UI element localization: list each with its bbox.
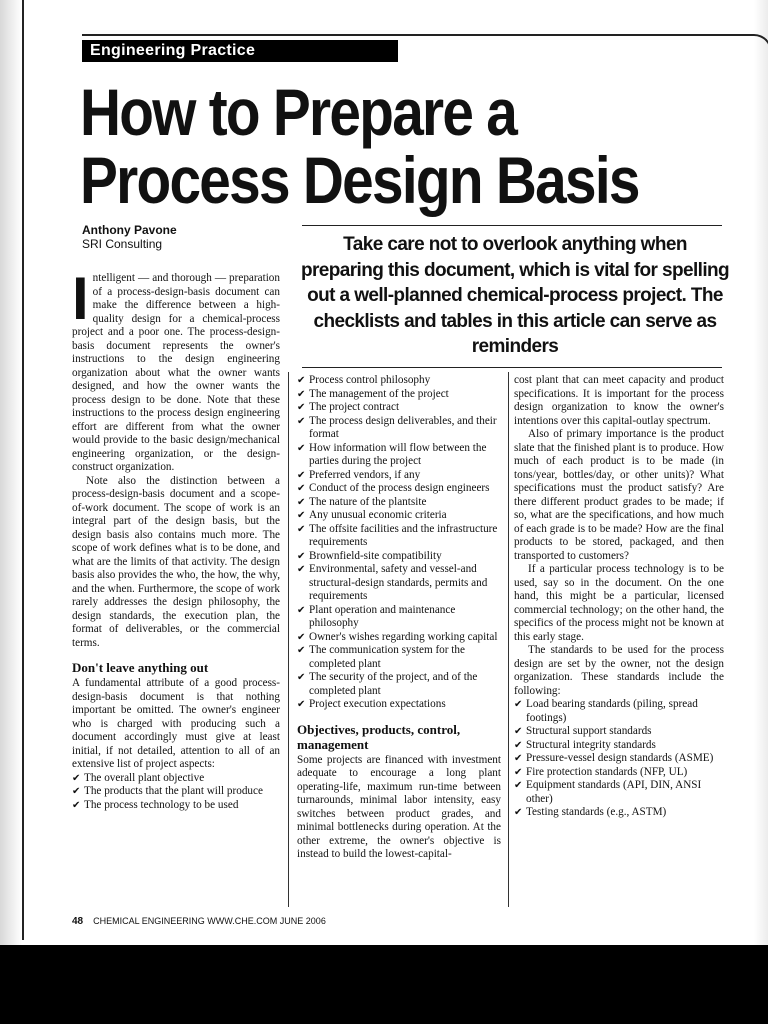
checklist-item: ✔ Testing standards (e.g., ASTM): [514, 806, 724, 820]
checklist-item: ✔ The management of the project: [297, 388, 501, 402]
column-1: [72, 265, 280, 812]
paragraph: A fundamental attribute of a good process-design-basis document is that nothing important be omitted. The owner's engineer who is charged with producing such a document accordingly must give at least initial, if not detailed, attention to all of an extensive list of project aspects:: [72, 677, 280, 770]
checklist-item: ✔ The products that the plant will produce: [72, 785, 280, 799]
checklist-item: ✔ The security of the project, and of the completed plant: [297, 671, 501, 698]
column-3: [514, 374, 724, 820]
footer-text: CHEMICAL ENGINEERING WWW.CHE.COM JUNE 2006: [93, 916, 326, 926]
checklist-item: ✔ How information will flow between the parties during the project: [297, 442, 501, 469]
title-line-1: How to Prepare a: [80, 75, 517, 149]
paragraph: The standards to be used for the process design are set by the owner, not the design organization. These standards include the following:: [514, 644, 724, 697]
checklist-item: ✔ The nature of the plantsite: [297, 496, 501, 510]
section-label: Engineering Practice: [82, 40, 398, 62]
page-number: 48: [72, 916, 84, 927]
intro-text: ntelligent — and thorough — preparation of a process-design-basis document can make the difference between a high-quality design for a chemical-process project and a poor one. The process-design-basis document represents the owner's instructions to the design engineering organization about what the owner wants designed, and how the owner wants the process design to be done. Note that these instructions to the process design engineering effort are different from what the owner would provide to the basic design/mechanical engineering organization, or the design-construct organization.: [72, 272, 280, 473]
paragraph: Also of primary importance is the product slate that the finished plant is to produce. How much of each product is to be made (in tons/year, bottles/day, or other units)? What specifications must the product satisfy? Are there different product grades to be made; if so, what are the specifications, and how much of each grade is to be made? How are the final products to be stored, packaged, and then transported to customers?: [514, 428, 724, 562]
paragraph: cost plant that can meet capacity and product specifications. It is important for the process design organization to know the owner's intentions over this capital-outlay spectrum.: [514, 374, 724, 427]
checklist-item: ✔ Structural integrity standards: [514, 739, 724, 753]
author-name: Anthony Pavone: [82, 223, 177, 237]
checklist-item: ✔ The communication system for the completed plant: [297, 644, 501, 671]
checklist-item: ✔ The process design deliverables, and their format: [297, 415, 501, 442]
deck-rule-bottom: [302, 367, 722, 368]
checklist-item: ✔ Brownfield-site compatibility: [297, 550, 501, 564]
checklist-item: ✔ Structural support standards: [514, 725, 724, 739]
page-right-edge: [754, 0, 768, 945]
header-rule: [82, 34, 754, 36]
checklist-item: ✔ Plant operation and maintenance philosophy: [297, 604, 501, 631]
page-footer: [72, 916, 326, 927]
checklist-item: ✔ Pressure-vessel design standards (ASME): [514, 752, 724, 766]
checklist-item: ✔ Preferred vendors, if any: [297, 469, 501, 483]
deck-rule-top: [302, 225, 722, 226]
header-rule-curl: [740, 34, 768, 56]
intro-paragraph: [72, 265, 280, 475]
checklist-item: ✔ The offsite facilities and the infrastructure requirements: [297, 523, 501, 550]
subheading: Don't leave anything out: [72, 660, 209, 675]
checklist-item: ✔ The project contract: [297, 401, 501, 415]
checklist-item: ✔ Equipment standards (API, DIN, ANSI other): [514, 779, 724, 806]
checklist-item: ✔ Project execution expectations: [297, 698, 501, 712]
column-2: [297, 374, 501, 862]
title-line-2: Process Design Basis: [80, 143, 639, 217]
checklist-item: ✔ Any unusual economic criteria: [297, 509, 501, 523]
column-divider: [288, 372, 289, 907]
author-affiliation: SRI Consulting: [82, 237, 163, 251]
scan-border: [0, 945, 768, 1024]
checklist-item: ✔ Process control philosophy: [297, 374, 501, 388]
checklist-item: ✔ Fire protection standards (NFP, UL): [514, 766, 724, 780]
article-title: [80, 75, 639, 217]
checklist-item: ✔ The process technology to be used: [72, 799, 280, 813]
checklist-item: ✔ The overall plant objective: [72, 772, 280, 786]
checklist-item: ✔ Owner's wishes regarding working capital: [297, 631, 501, 645]
page-binding-edge: [22, 0, 24, 940]
paragraph: Some projects are financed with investment adequate to encourage a long plant operating-life, maximum run-time between turnarounds, minimal labor intensity, easy switches between product grades, and minimal bottlenecks during operation. At the other extreme, the owner's objective is instead to build the lowest-capital-: [297, 753, 501, 860]
checklist-item: ✔ Environmental, safety and vessel-and structural-design standards, permits and requirements: [297, 563, 501, 604]
checklist-item: ✔ Conduct of the process design engineers: [297, 482, 501, 496]
subheading: Objectives, products, control, management: [297, 721, 461, 752]
drop-cap: I: [72, 265, 89, 332]
checklist-item: ✔ Load bearing standards (piling, spread footings): [514, 698, 724, 725]
paragraph: Note also the distinction between a process-design-basis document and a scope-of-work document. The scope of work is an integral part of the design basis, but the design basis also contains much more. The scope of work defines what is to be done, and what are the limits of that activity. The design basis also provides the who, the how, the why, and the when. Furthermore, the scope of work rarely addresses the design philosophy, the design standards, the execution plan, the format of deliverables, or the commercial terms.: [72, 474, 280, 649]
article-deck: Take care not to overlook anything when preparing this document, which is vital for spelling out a well-planned chemical-process project. The checklists and tables in this article can serve as reminders: [300, 234, 730, 357]
paragraph: If a particular process technology is to be used, say so in the document. On the one hand, this might be a particular, licensed commercial technology; on the other hand, the specifics of the process might not be known at this early stage.: [514, 563, 724, 643]
page-binding-shadow: [0, 0, 22, 950]
column-divider: [508, 372, 509, 907]
